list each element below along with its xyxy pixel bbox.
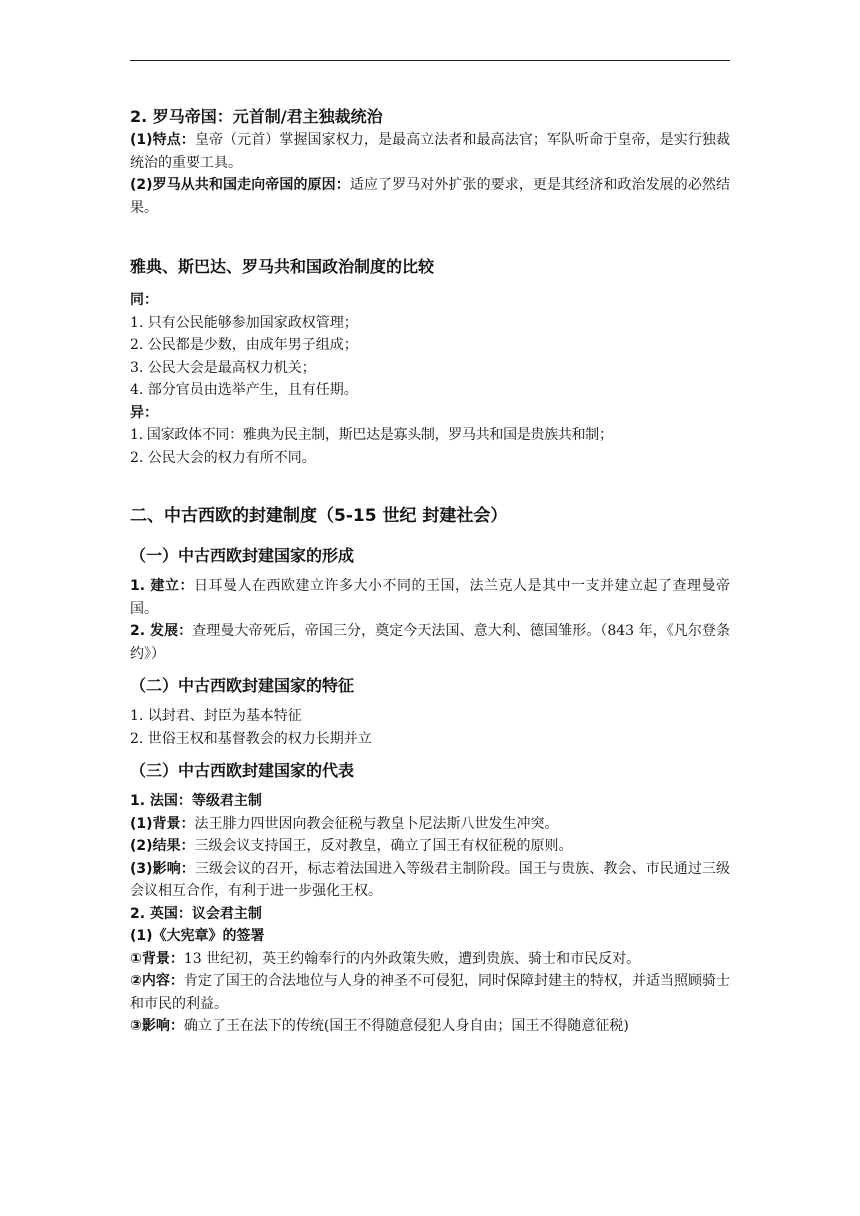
france-p1: [130, 813, 730, 836]
feudal-title: 二、中古西欧的封建制度（5-15 世纪 封建社会）: [130, 506, 508, 526]
feudal-sec1-p1-text: 日耳曼人在西欧建立许多大小不同的王国，法兰克人是其中一支并建立起了查理曼帝国。: [130, 578, 731, 617]
feudal-sec1-p2: [130, 620, 730, 665]
england-p3-text: 确立了王在法下的传统(国王不得随意侵犯人身自由；国王不得随意征税): [183, 1018, 629, 1034]
england-p3: [130, 1015, 730, 1038]
same-item: 4. 部分官员由选举产生，且有任期。: [130, 382, 358, 398]
france-p1-text: 法王腓力四世因向教会征税与教皇卜尼法斯八世发生冲突。: [194, 815, 559, 832]
france-p3: [130, 858, 730, 903]
compare-section: [130, 255, 730, 469]
england-p1-text: 13 世纪初，英王约翰奉行的内外政策失败，遭到贵族、骑士和市民反对。: [183, 950, 641, 967]
feudal-sec2-item: 2. 世俗王权和基督教会的权力长期并立: [130, 730, 372, 747]
france-p2-label: (2)结果：: [130, 838, 195, 854]
feudal-sec2-title: （二）中古西欧封建国家的特征: [130, 676, 355, 695]
france-p2: [130, 835, 730, 858]
diff-item: 1. 国家政体不同：雅典为民主制，斯巴达是寡头制，罗马共和国是贵族共和制；: [130, 427, 613, 443]
france-p2-text: 三级会议支持国王，反对教皇，确立了国王有权征税的原则。: [194, 838, 573, 854]
england-p1: [130, 948, 730, 971]
england-p2: [130, 970, 730, 1015]
england-p3-label: ③影响：: [130, 1018, 184, 1034]
diff-label: 异：: [130, 404, 158, 421]
england-subtitle: (1)《大宪章》的签署: [130, 928, 265, 944]
rome-section: [130, 105, 730, 219]
england-p1-label: ①背景：: [130, 950, 184, 967]
feudal-section: [130, 503, 730, 1038]
feudal-sec1-title: （一）中古西欧封建国家的形成: [130, 546, 355, 565]
rome-point-1-label: (1)特点：: [130, 132, 195, 148]
england-p2-text: 肯定了国王的合法地位与人身的神圣不可侵犯，同时保障封建主的特权，并适当照顾骑士和市民的利益。: [130, 973, 730, 1012]
rome-title: 2. 罗马帝国：元首制/君主独裁统治: [130, 107, 383, 126]
france-p3-text: 三级会议的召开，标志着法国进入等级君主制阶段。国王与贵族、教会、市民通过三级会议相互合作，有利于进一步强化王权。: [130, 860, 730, 899]
document-body: [130, 105, 730, 1038]
feudal-sec2-item: 1. 以封君、封臣为基本特征: [130, 708, 302, 724]
england-p2-label: ②内容：: [130, 973, 184, 989]
france-p1-label: (1)背景：: [130, 815, 195, 832]
diff-item: 2. 公民大会的权力有所不同。: [130, 449, 316, 466]
same-item: 1. 只有公民能够参加国家政权管理；: [130, 314, 358, 331]
rome-point-2-text: 适应了罗马对外扩张的要求，更是其经济和政治发展的必然结果。: [130, 177, 731, 216]
england-title: 2. 英国：议会君主制: [130, 905, 262, 922]
france-p3-label: (3)影响：: [130, 860, 195, 877]
feudal-sec1-p2-text: 查理曼大帝死后，帝国三分，奠定今天法国、意大利、德国雏形。（843 年，《凡尔登条约》）: [130, 623, 730, 662]
same-label: 同：: [130, 292, 158, 308]
feudal-sec1-p2-label: 2. 发展：: [130, 623, 193, 639]
rome-point-2-label: (2)罗马从共和国走向帝国的原因：: [130, 177, 350, 193]
france-title: 1. 法国：等级君主制: [130, 793, 262, 809]
feudal-sec1-p1-label: 1. 建立：: [130, 578, 194, 594]
same-item: 3. 公民大会是最高权力机关；: [130, 359, 316, 376]
rome-point-1-text: 皇帝（元首）掌握国家权力，是最高立法者和最高法官；军队听命于皇帝，是实行独裁统治的重要工具。: [130, 132, 730, 171]
same-item: 2. 公民都是少数，由成年男子组成；: [130, 337, 358, 353]
compare-title: 雅典、斯巴达、罗马共和国政治制度的比较: [130, 257, 435, 276]
rome-point-2: [130, 174, 730, 219]
header-rule: [130, 60, 730, 61]
feudal-sec3-title: （三）中古西欧封建国家的代表: [130, 761, 355, 780]
rome-point-1: [130, 129, 730, 174]
feudal-sec1-p1: [130, 575, 730, 620]
